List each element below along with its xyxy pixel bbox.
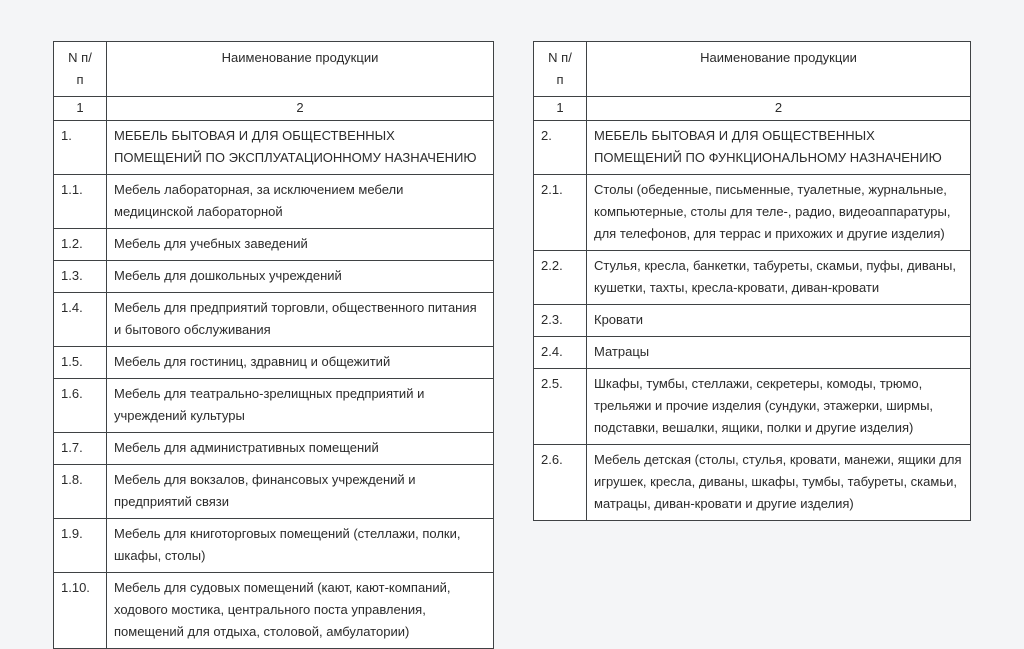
table-left [53, 41, 494, 649]
table-row [54, 347, 494, 379]
table-row [534, 369, 971, 445]
row-index: 1.7. [54, 433, 107, 465]
column-number-row [54, 97, 494, 121]
table-row [54, 433, 494, 465]
row-name: Мебель детская (столы, стулья, кровати, манежи, ящики для игрушек, кресла, диваны, шкафы, тумбы, табуреты, скамьи, матрацы, диван-кровати и другие изделия) [587, 445, 971, 521]
column-header-number-line2: п [76, 72, 84, 87]
column-number-1: 1 [54, 97, 107, 121]
column-header-name: Наименование продукции [107, 42, 494, 97]
table-row [534, 175, 971, 251]
row-index: 1.4. [54, 293, 107, 347]
column-header-number-line2: п [556, 72, 564, 87]
row-name: Мебель для предприятий торговли, общественного питания и бытового обслуживания [107, 293, 494, 347]
row-index: 1.8. [54, 465, 107, 519]
table-row [54, 379, 494, 433]
table-row [54, 573, 494, 649]
header-row [54, 42, 494, 97]
row-name: Мебель лабораторная, за исключением мебели медицинской лабораторной [107, 175, 494, 229]
row-name: Стулья, кресла, банкетки, табуреты, скамьи, пуфы, диваны, кушетки, тахты, кресла-кровати, диван-кровати [587, 251, 971, 305]
header-row [534, 42, 971, 97]
row-name: Шкафы, тумбы, стеллажи, секретеры, комоды, трюмо, трельяжи и прочие изделия (сундуки, этажерки, ширмы, подставки, вешалки, ящики, полки и другие изделия) [587, 369, 971, 445]
column-header-name: Наименование продукции [587, 42, 971, 97]
column-number-2: 2 [587, 97, 971, 121]
table-right [533, 41, 971, 521]
row-index: 1.5. [54, 347, 107, 379]
classification-table-right [533, 41, 971, 521]
column-header-number-line1: N п/ [548, 50, 572, 65]
table-row [54, 229, 494, 261]
column-header-number-line1: N п/ [68, 50, 92, 65]
table-right-body [534, 121, 971, 521]
row-name: Мебель для дошкольных учреждений [107, 261, 494, 293]
table-row [54, 261, 494, 293]
row-name: Мебель для административных помещений [107, 433, 494, 465]
row-index: 2.1. [534, 175, 587, 251]
row-name: Кровати [587, 305, 971, 337]
row-index: 1.2. [54, 229, 107, 261]
table-row [534, 337, 971, 369]
row-index: 2. [534, 121, 587, 175]
row-index: 1.1. [54, 175, 107, 229]
table-row [54, 175, 494, 229]
table-row [534, 121, 971, 175]
table-row [534, 445, 971, 521]
table-left-body [54, 121, 494, 649]
row-name: Столы (обеденные, письменные, туалетные, журнальные, компьютерные, столы для теле-, радио, видеоаппаратуры, для телефонов, для террас и прихожих и другие изделия) [587, 175, 971, 251]
row-index: 1.10. [54, 573, 107, 649]
column-number-1: 1 [534, 97, 587, 121]
table-row [54, 293, 494, 347]
table-right-header [534, 42, 971, 121]
column-header-number [534, 42, 587, 97]
table-row [54, 519, 494, 573]
row-name: МЕБЕЛЬ БЫТОВАЯ И ДЛЯ ОБЩЕСТВЕННЫХ ПОМЕЩЕНИЙ ПО ЭКСПЛУАТАЦИОННОМУ НАЗНАЧЕНИЮ [107, 121, 494, 175]
row-index: 1.3. [54, 261, 107, 293]
row-index: 2.3. [534, 305, 587, 337]
row-index: 1.6. [54, 379, 107, 433]
row-name: Мебель для книготорговых помещений (стеллажи, полки, шкафы, столы) [107, 519, 494, 573]
table-row [54, 121, 494, 175]
table-row [534, 251, 971, 305]
row-index: 1. [54, 121, 107, 175]
row-index: 2.4. [534, 337, 587, 369]
table-left-header [54, 42, 494, 121]
row-name: МЕБЕЛЬ БЫТОВАЯ И ДЛЯ ОБЩЕСТВЕННЫХ ПОМЕЩЕНИЙ ПО ФУНКЦИОНАЛЬНОМУ НАЗНАЧЕНИЮ [587, 121, 971, 175]
row-index: 2.6. [534, 445, 587, 521]
row-name: Мебель для учебных заведений [107, 229, 494, 261]
column-header-number [54, 42, 107, 97]
table-row [534, 305, 971, 337]
row-index: 2.2. [534, 251, 587, 305]
row-name: Мебель для театрально-зрелищных предприятий и учреждений культуры [107, 379, 494, 433]
row-name: Мебель для судовых помещений (кают, кают-компаний, ходового мостика, центрального поста управления, помещений для отдыха, столовой, амбулатории) [107, 573, 494, 649]
row-name: Матрацы [587, 337, 971, 369]
table-row [54, 465, 494, 519]
row-index: 1.9. [54, 519, 107, 573]
column-number-2: 2 [107, 97, 494, 121]
row-name: Мебель для гостиниц, здравниц и общежитий [107, 347, 494, 379]
classification-table-left [53, 41, 494, 649]
row-name: Мебель для вокзалов, финансовых учреждений и предприятий связи [107, 465, 494, 519]
row-index: 2.5. [534, 369, 587, 445]
column-number-row [534, 97, 971, 121]
